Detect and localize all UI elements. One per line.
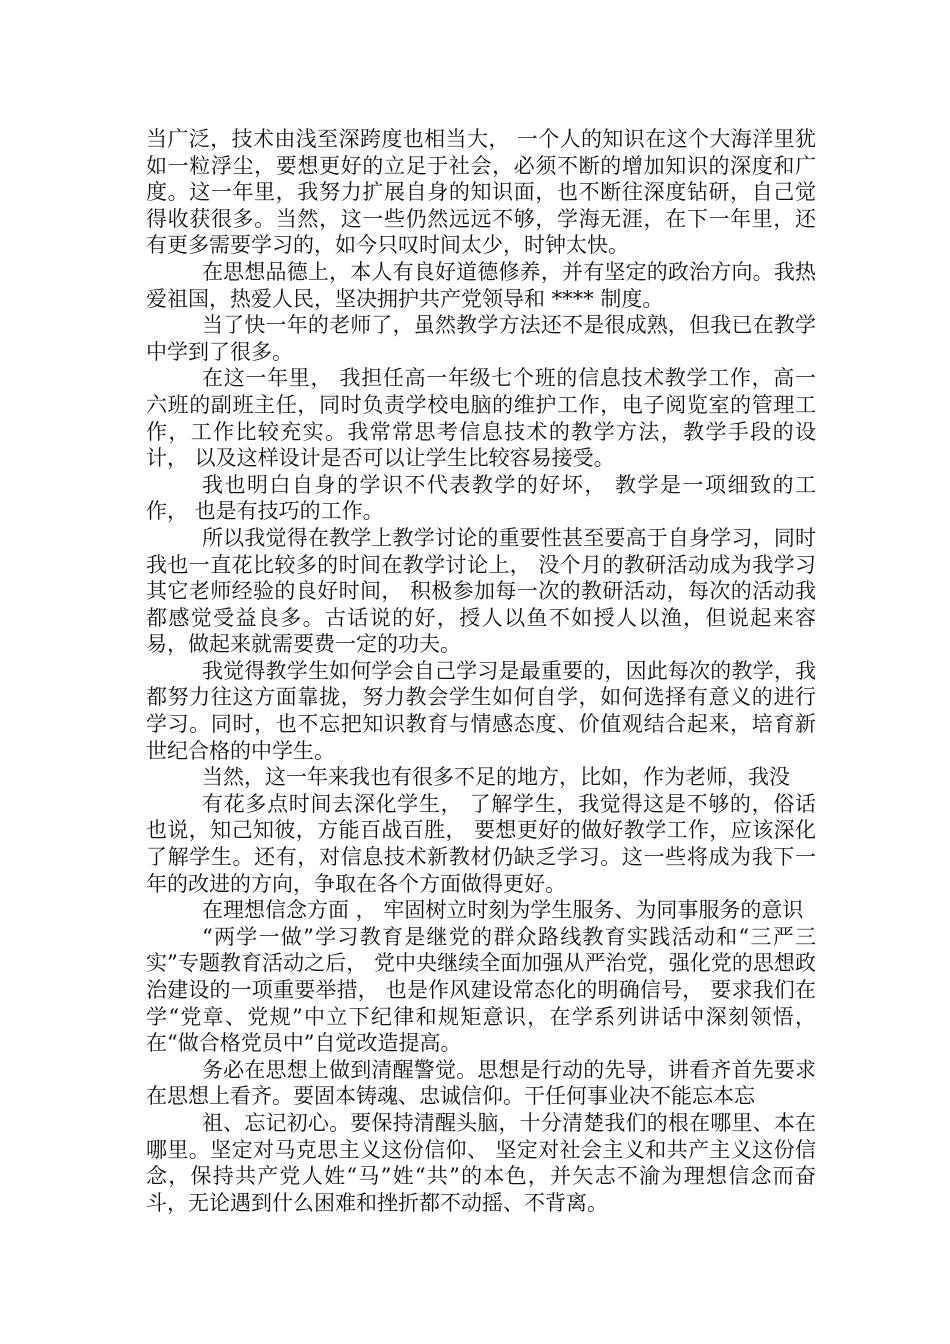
paragraph-1: 当广泛，技术由浅至深跨度也相当大， 一个人的知识在这个大海洋里犹如一粒浮尘，要想更好的立足于社会，必须不断的增加知识的深度和广度。这一年里，我努力扩展自身的知识面，也不断往深度钻研，自己觉得收获很多。当然，这一些仍然远远不够，学海无涯，在下一年里，还有更多需要学习的，如今只叹时间太少，时钟太快。 <box>146 127 816 258</box>
paragraph-2: 在思想品德上，本人有良好道德修养，并有坚定的政治方向。我热爱祖国，热爱人民，坚决拥护共产党领导和 **** 制度。 <box>146 259 816 311</box>
paragraph-9: 有花多点时间去深化学生， 了解学生，我觉得这是不够的，俗话也说，知己知彼，方能百战百胜， 要想更好的做好教学工作，应该深化了解学生。还有，对信息技术新教材仍缺乏学习。这一些将成为我下一年的改进的方向，争取在各个方面做得更好。 <box>146 791 816 896</box>
paragraph-12: 务必在思想上做到清醒警觉。思想是行动的先导，讲看齐首先要求在思想上看齐。要固本铸魂、忠诚信仰。干任何事业决不能忘本忘 <box>146 1057 816 1109</box>
paragraph-5: 我也明白自身的学识不代表教学的好坏， 教学是一项细致的工作， 也是有技巧的工作。 <box>146 472 816 524</box>
paragraph-13: 祖、忘记初心。要保持清醒头脑，十分清楚我们的根在哪里、本在哪里。坚定对马克思主义这份信仰、 坚定对社会主义和共产主义这份信念，保持共产党人姓“马”姓“共”的本色，并矢志不渝为理想信念而奋斗，无论遇到什么困难和挫折都不动摇、不背离。 <box>146 1110 816 1215</box>
paragraph-6: 所以我觉得在教学上教学讨论的重要性甚至要高于自身学习，同时我也一直花比较多的时间在教学讨论上， 没个月的教研活动成为我学习其它老师经验的良好时间， 积极参加每一次的教研活动，每次的活动我都感觉受益良多。古话说的好，授人以鱼不如授人以渔，但说起来容易，做起来就需要费一定的功夫。 <box>146 525 816 657</box>
paragraph-11: “两学一做”学习教育是继党的群众路线教育实践活动和“三严三实”专题教育活动之后， 党中央继续全面加强从严治党，强化党的思想政治建设的一项重要举措， 也是作风建设常态化的明确信号， 要求我们在学“党章、党规”中立下纪律和规矩意识，在学系列讲话中深刻领悟，在“做合格党员中”自觉改造提高。 <box>146 924 816 1056</box>
paragraph-10: 在理想信念方面 ， 牢固树立时刻为学生服务、为同事服务的意识 <box>202 898 804 923</box>
document-body <box>146 126 816 1216</box>
paragraph-7: 我觉得教学生如何学会自己学习是最重要的，因此每次的教学，我都努力往这方面靠拢，努力教会学生如何自学，如何选择有意义的进行学习。同时，也不忘把知识教育与情感态度、价值观结合起来，培育新世纪合格的中学生。 <box>146 658 816 763</box>
paragraph-8: 当然，这一年来我也有很多不足的地方，比如，作为老师，我没 <box>202 765 790 790</box>
paragraph-4: 在这一年里， 我担任高一年级七个班的信息技术教学工作，高一六班的副班主任，同时负责学校电脑的维护工作，电子阅览室的管理工作，工作比较充实。我常常思考信息技术的教学方法，教学手段的设计， 以及这样设计是否可以让学生比较容易接受。 <box>146 366 816 471</box>
paragraph-3: 当了快一年的老师了，虽然教学方法还不是很成熟，但我已在教学中学到了很多。 <box>146 313 816 364</box>
